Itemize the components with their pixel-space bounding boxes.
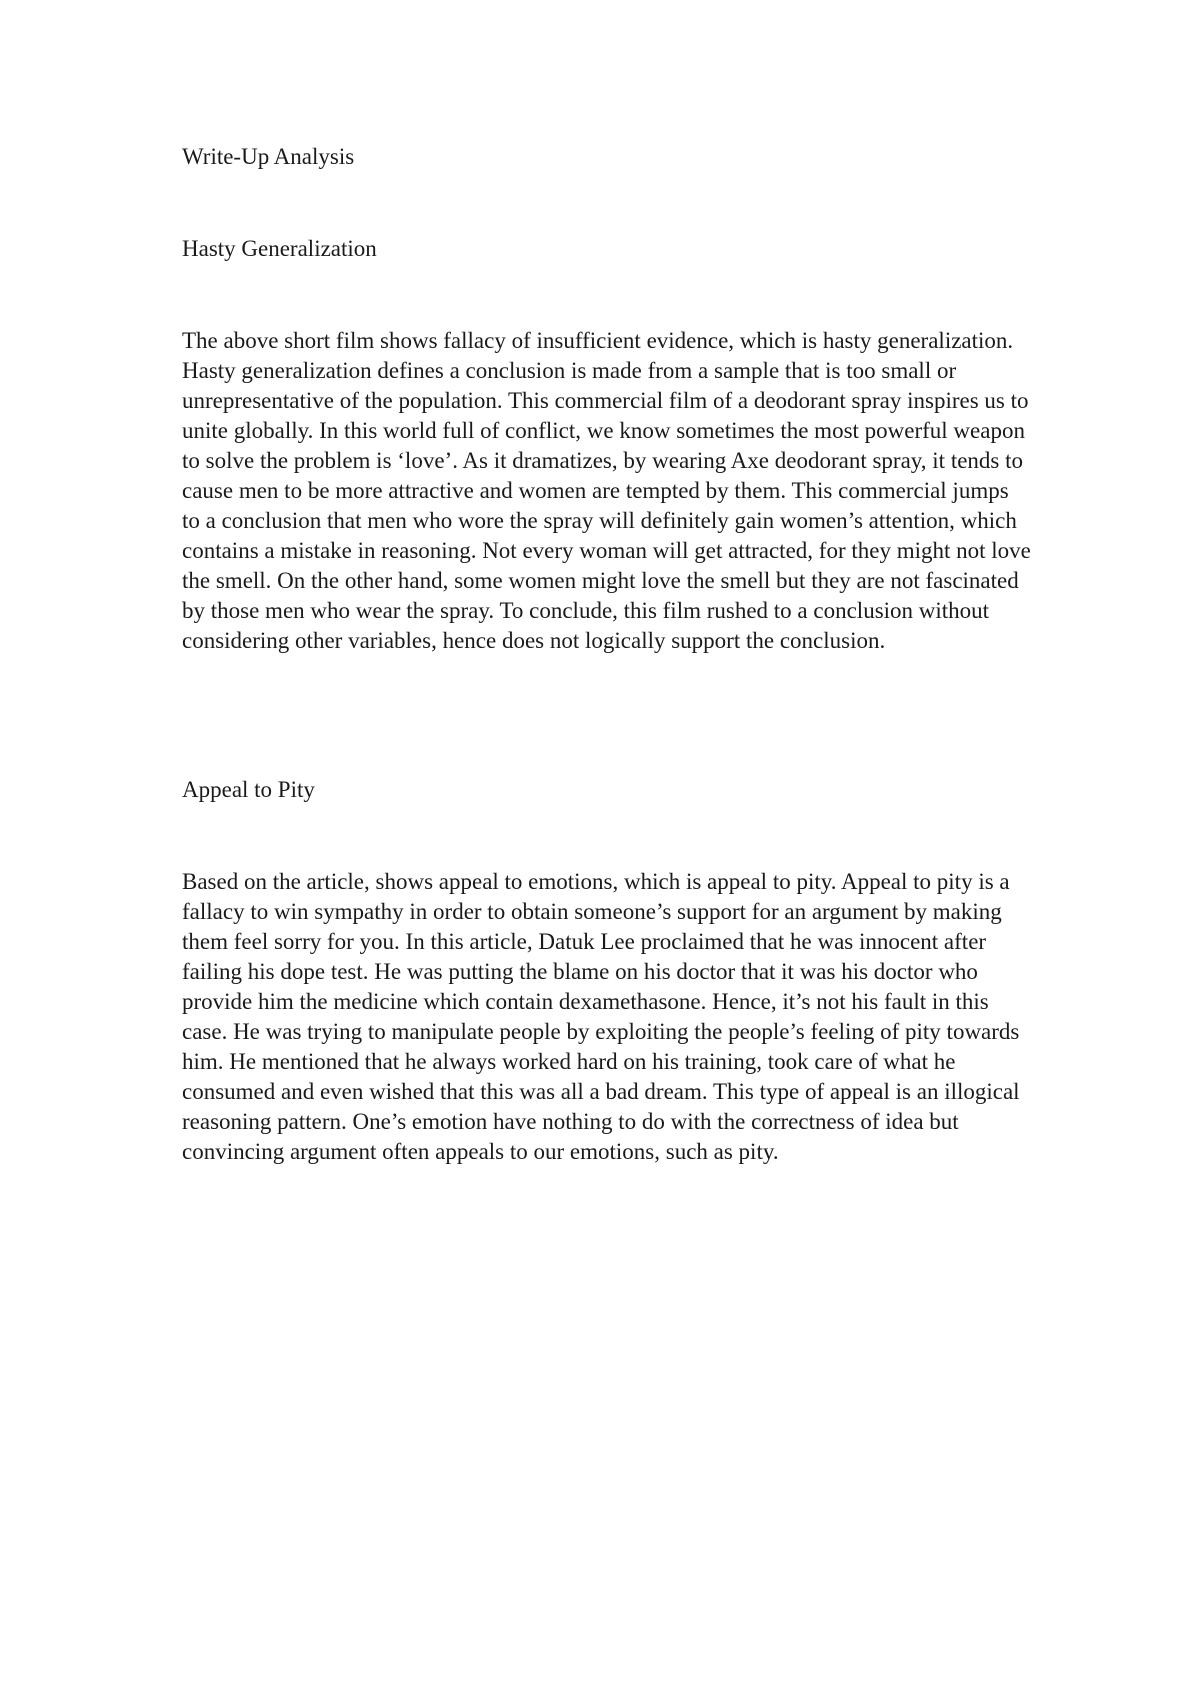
section-heading: Appeal to Pity [182, 777, 315, 802]
section-paragraph: The above short film shows fallacy of insufficient evidence, which is hasty generalization. Hasty generalization defines a conclusion is made from a sample that is too small or unrepresentative of the population. This commercial film of a deodorant spray inspires us to unite globally. In this world full of conflict, we know sometimes the most powerful weapon to solve the problem is ‘love’. As it dramatizes, by wearing Axe deodorant spray, it tends to cause men to be more attractive and women are tempted by them. This commercial jumps to a conclusion that men who wore the spray will definitely gain women’s attention, which contains a mistake in reasoning. Not every woman will get attracted, for they might not love the smell. On the other hand, some women might love the smell but they are not fascinated by those men who wear the spray. To conclude, this film rushed to a conclusion without considering other variables, hence does not logically support the conclusion. [182, 328, 1031, 653]
section-heading: Hasty Generalization [182, 236, 377, 261]
document-title: Write-Up Analysis [182, 144, 355, 169]
document-body [182, 142, 1032, 1167]
section-appeal-to-pity [182, 775, 1032, 1167]
section-hasty-generalization [182, 234, 1032, 656]
section-paragraph: Based on the article, shows appeal to emotions, which is appeal to pity. Appeal to pity is a fallacy to win sympathy in order to obtain someone’s support for an argument by making them feel sorry for you. In this article, Datuk Lee proclaimed that he was innocent after failing his dope test. He was putting the blame on his doctor that it was his doctor who provide him the medicine which contain dexamethasone. Hence, it’s not his fault in this case. He was trying to manipulate people by exploiting the people’s feeling of pity towards him. He mentioned that he always worked hard on his training, took care of what he consumed and even wished that this was all a bad dream. This type of appeal is an illogical reasoning pattern. One’s emotion have nothing to do with the correctness of idea but convincing argument often appeals to our emotions, such as pity. [182, 869, 1020, 1164]
